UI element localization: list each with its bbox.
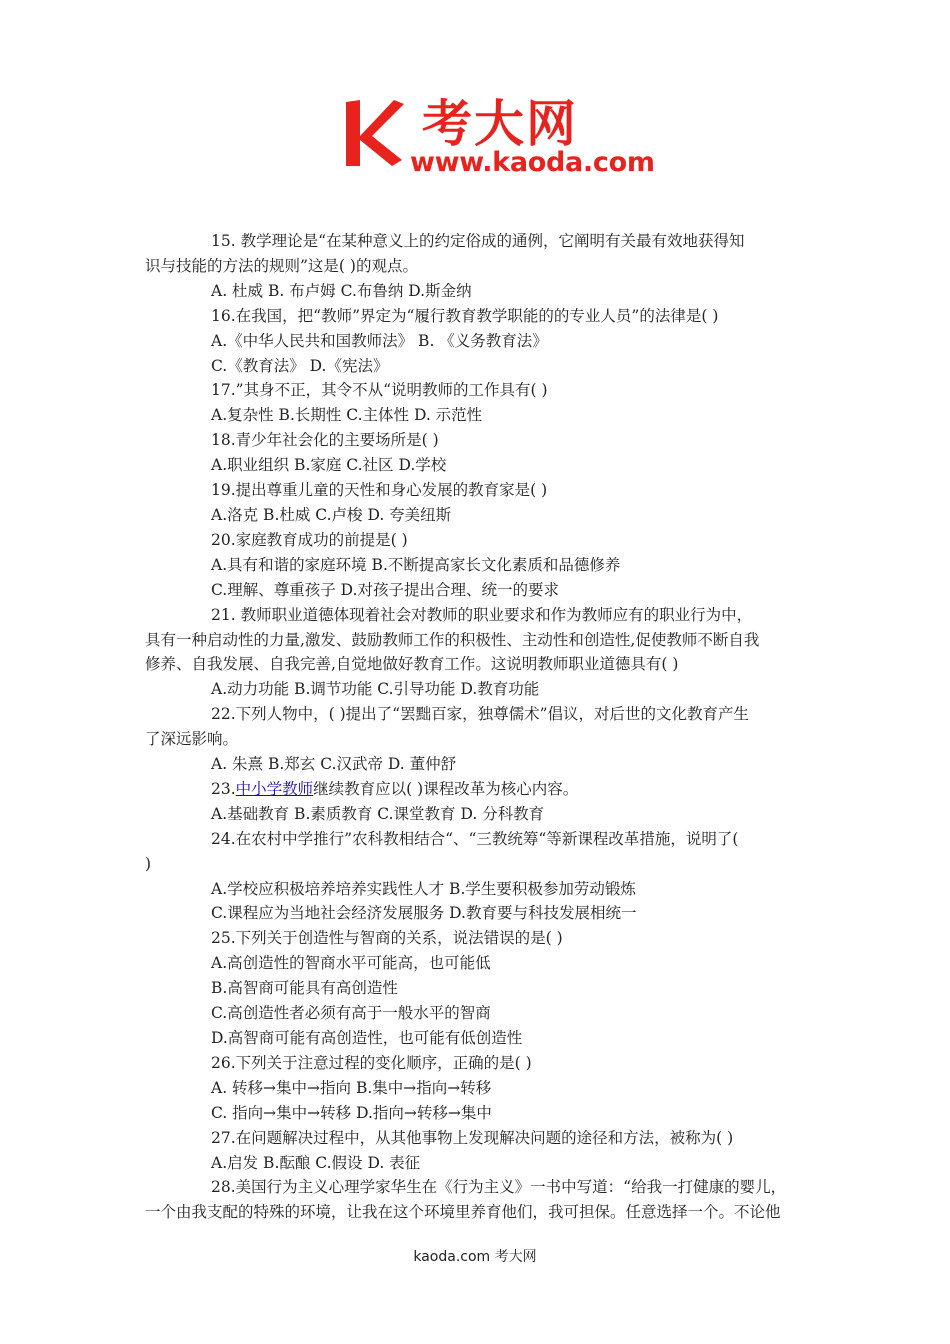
question-18: 18.青少年社会化的主要场所是( ) (211, 431, 439, 450)
question-23-prefix: 23. (211, 779, 236, 798)
question-15-line1: 15. 教学理论是“在某种意义上的约定俗成的通例，它阐明有关最有效地获得知 (211, 232, 745, 250)
question-22-options: A. 朱熹 B.郑玄 C.汉武帝 D. 董仲舒 (211, 755, 457, 774)
question-20-options-1: A.具有和谐的家庭环境 B.不断提高家长文化素质和品德修养 (211, 555, 621, 574)
question-25-option-d: D.高智商可能有高创造性，也可能有低创造性 (211, 1029, 523, 1047)
question-20: 20.家庭教育成功的前提是( ) (211, 530, 408, 549)
question-16-options-1: A.《中华人民共和国教师法》 B. 《义务教育法》 (211, 331, 548, 350)
logo-url-text: www.kaoda.com (410, 147, 655, 178)
question-24-options-1: A.学校应积极培养培养实践性人才 B.学生要积极参加劳动锻炼 (211, 879, 636, 898)
question-21-options: A.动力功能 B.调节功能 C.引导功能 D.教育功能 (211, 680, 540, 699)
question-18-options: A.职业组织 B.家庭 C.社区 D.学校 (211, 456, 447, 475)
question-17-options: A.复杂性 B.长期性 C.主体性 D. 示范性 (211, 406, 483, 425)
question-26-options-2: C. 指向→集中→转移 D.指向→转移→集中 (211, 1103, 492, 1122)
question-26: 26.下列关于注意过程的变化顺序，正确的是( ) (211, 1053, 532, 1072)
question-27: 27.在问题解决过程中，从其他事物上发现解决问题的途径和方法，被称为( ) (211, 1128, 734, 1147)
question-25-option-c: C.高创造性者必须有高于一般水平的智商 (211, 1004, 491, 1023)
question-25-option-b: B.高智商可能具有高创造性 (211, 979, 398, 998)
question-20-options-2: C.理解、尊重孩子 D.对孩子提出合理、统一的要求 (211, 580, 559, 599)
teacher-link[interactable]: 中小学教师 (235, 779, 314, 798)
question-15-line2: 识与技能的方法的规则”这是( )的观点。 (145, 256, 418, 275)
exam-content (145, 229, 825, 1225)
question-28-line2: 一个由我支配的特殊的环境，让我在这个环境里养育他们，我可担保。任意选择一个。不论他 (145, 1203, 781, 1222)
k-logo-icon (342, 96, 406, 168)
question-15-options: A. 杜威 B. 布卢姆 C.布鲁纳 D.斯金纳 (211, 281, 472, 300)
page-footer: kaoda.com 考大网 (413, 1249, 537, 1265)
question-25-option-a: A.高创造性的智商水平可能高，也可能低 (211, 954, 491, 973)
logo-brand-text: 考大网 (422, 95, 578, 153)
question-16: 16.在我国，把“教师”界定为“履行教育教学职能的的专业人员”的法律是( ) (211, 306, 719, 325)
question-21-line3: 修养、自我发展、自我完善,自觉地做好教育工作。这说明教师职业道德具有( ) (145, 655, 679, 674)
kaoda-logo (342, 96, 662, 180)
question-25: 25.下列关于创造性与智商的关系，说法错误的是( ) (211, 929, 563, 948)
question-24-options-2: C.课程应为当地社会经济发展服务 D.教育要与科技发展相统一 (211, 904, 637, 923)
question-21-line2: 具有一种启动性的力量,激发、鼓励教师工作的积极性、主动性和创造性,促使教师不断自我 (145, 630, 760, 649)
question-23-options: A.基础教育 B.素质教育 C.课堂教育 D. 分科教育 (211, 804, 545, 823)
question-24-line1: 24.在农村中学推行”农科教相结合“、“三教统筹“等新课程改革措施，说明了( (211, 829, 739, 848)
question-19: 19.提出尊重儿童的天性和身心发展的教育家是( ) (211, 481, 548, 500)
question-23 (145, 777, 825, 802)
question-24-line2: ) (145, 854, 152, 873)
question-27-options: A.启发 B.酝酿 C.假设 D. 表征 (211, 1153, 421, 1172)
question-23-suffix: 继续教育应以( )课程改革为核心内容。 (313, 779, 579, 798)
question-19-options: A.洛克 B.杜威 C.卢梭 D. 夸美纽斯 (211, 505, 452, 524)
question-21-line1: 21. 教师职业道德体现着社会对教师的职业要求和作为教师应有的职业行为中， (211, 605, 753, 624)
question-28-line1: 28.美国行为主义心理学家华生在《行为主义》一书中写道：“给我一打健康的婴儿， (211, 1178, 787, 1197)
question-16-options-2: C.《教育法》 D.《宪法》 (211, 356, 389, 375)
question-22-line1: 22.下列人物中，( )提出了“罢黜百家，独尊儒术”倡议，对后世的文化教育产生 (211, 705, 750, 724)
question-17: 17.”其身不正，其令不从“说明教师的工作具有( ) (211, 381, 548, 400)
question-22-line2: 了深远影响。 (145, 730, 239, 749)
question-26-options-1: A. 转移→集中→指向 B.集中→指向→转移 (211, 1078, 492, 1097)
